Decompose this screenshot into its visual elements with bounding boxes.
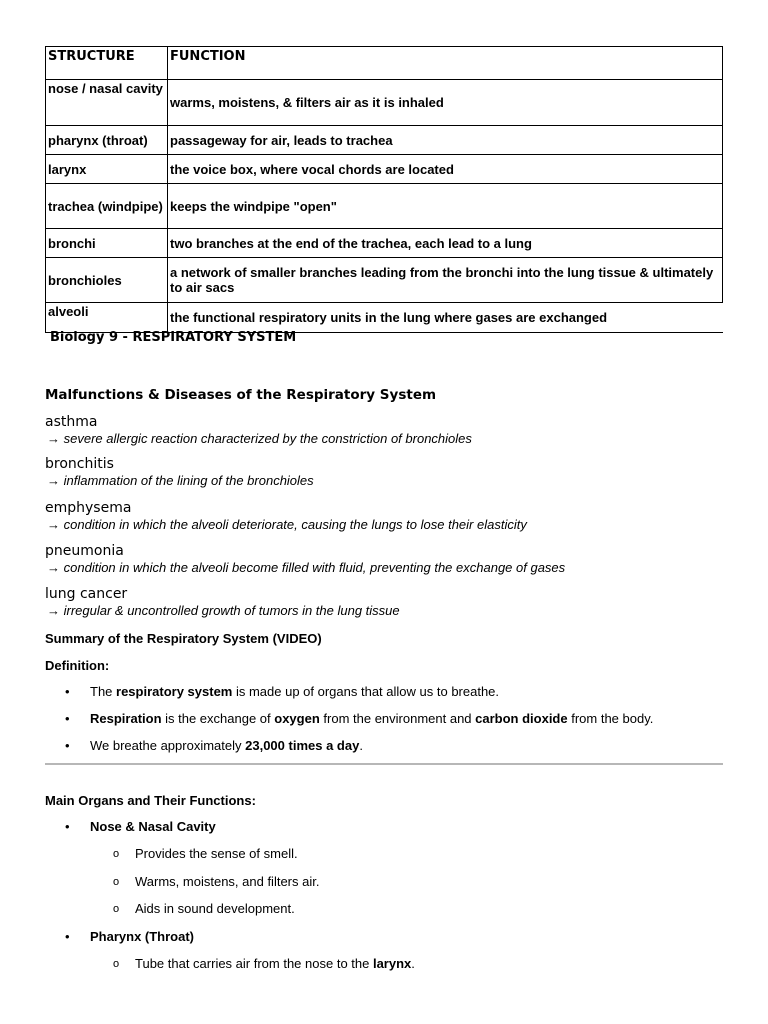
table-header-row — [46, 47, 723, 80]
list-item: • The respiratory system is made up of organs that allow us to breathe. — [45, 684, 725, 700]
section-divider — [45, 763, 723, 765]
disease-name: pneumonia — [45, 543, 124, 559]
disease-item — [45, 414, 472, 447]
arrow-icon: → — [47, 603, 60, 618]
structure-cell: bronchioles — [46, 258, 168, 303]
function-cell: warms, moistens, & filters air as it is inhaled — [168, 80, 723, 126]
function-cell: the functional respiratory units in the lung where gases are exchanged — [168, 303, 723, 333]
organs-heading: Main Organs and Their Functions: — [45, 793, 256, 808]
disease-name: asthma — [45, 414, 98, 430]
disease-description: → condition in which the alveoli become filled with fluid, preventing the exchange of gases — [47, 560, 566, 575]
disease-name: bronchitis — [45, 456, 114, 472]
arrow-icon: → — [47, 517, 60, 532]
list-item: • Pharynx (Throat) — [45, 929, 725, 945]
sub-list-item: o Tube that carries air from the nose to the larynx. — [113, 956, 415, 972]
disease-description: → condition in which the alveoli deteriorate, causing the lungs to lose their elasticity — [47, 517, 527, 532]
disease-name: emphysema — [45, 500, 132, 516]
structure-cell: bronchi — [46, 229, 168, 258]
disease-description: → inflammation of the lining of the bronchioles — [47, 473, 314, 488]
table-row — [46, 155, 723, 184]
list-item: • We breathe approximately 23,000 times a day. — [45, 738, 725, 754]
table-row — [46, 80, 723, 126]
structure-cell: trachea (windpipe) — [46, 184, 168, 229]
list-item: • Nose & Nasal Cavity — [45, 819, 725, 835]
definition-list — [45, 711, 725, 727]
structure-function-table — [45, 46, 723, 333]
disease-description: → severe allergic reaction characterized by the constriction of bronchioles — [47, 431, 472, 446]
disease-item — [45, 456, 314, 489]
structure-cell: pharynx (throat) — [46, 126, 168, 155]
table-row — [46, 229, 723, 258]
arrow-icon: → — [47, 431, 60, 446]
diseases-heading: Malfunctions & Diseases of the Respiratory System — [45, 387, 437, 403]
function-cell: a network of smaller branches leading from the bronchi into the lung tissue & ultimately to air sacs — [168, 258, 723, 303]
structure-cell: larynx — [46, 155, 168, 184]
function-cell: passageway for air, leads to trachea — [168, 126, 723, 155]
table-row — [46, 184, 723, 229]
sub-list-item: o Provides the sense of smell. — [113, 846, 298, 862]
arrow-icon: → — [47, 560, 60, 575]
disease-item — [45, 586, 400, 619]
sub-list-item: o Warms, moistens, and filters air. — [113, 874, 319, 890]
organ-list — [45, 929, 725, 945]
disease-name: lung cancer — [45, 586, 128, 602]
header-function: FUNCTION — [168, 47, 723, 80]
sub-list-item: o Aids in sound development. — [113, 901, 295, 917]
disease-item — [45, 543, 565, 576]
definition-list — [45, 738, 725, 754]
organ-list — [45, 819, 725, 835]
function-cell: the voice box, where vocal chords are located — [168, 155, 723, 184]
arrow-icon: → — [47, 473, 60, 488]
table-row — [46, 303, 723, 333]
disease-description: → irregular & uncontrolled growth of tumors in the lung tissue — [47, 603, 400, 618]
table-row — [46, 126, 723, 155]
structure-cell: nose / nasal cavity — [46, 80, 168, 126]
function-cell: two branches at the end of the trachea, each lead to a lung — [168, 229, 723, 258]
list-item: • Respiration is the exchange of oxygen from the environment and carbon dioxide from the body. — [45, 711, 725, 727]
table-row — [46, 258, 723, 303]
definition-list — [45, 684, 725, 700]
definition-heading: Definition: — [45, 658, 110, 673]
page-title: Biology 9 - RESPIRATORY SYSTEM — [50, 330, 297, 345]
header-structure: STRUCTURE — [46, 47, 168, 80]
disease-item — [45, 500, 527, 533]
function-cell: keeps the windpipe "open" — [168, 184, 723, 229]
structure-cell: alveoli — [46, 303, 168, 333]
summary-video-link[interactable]: Summary of the Respiratory System (VIDEO) — [45, 631, 322, 646]
